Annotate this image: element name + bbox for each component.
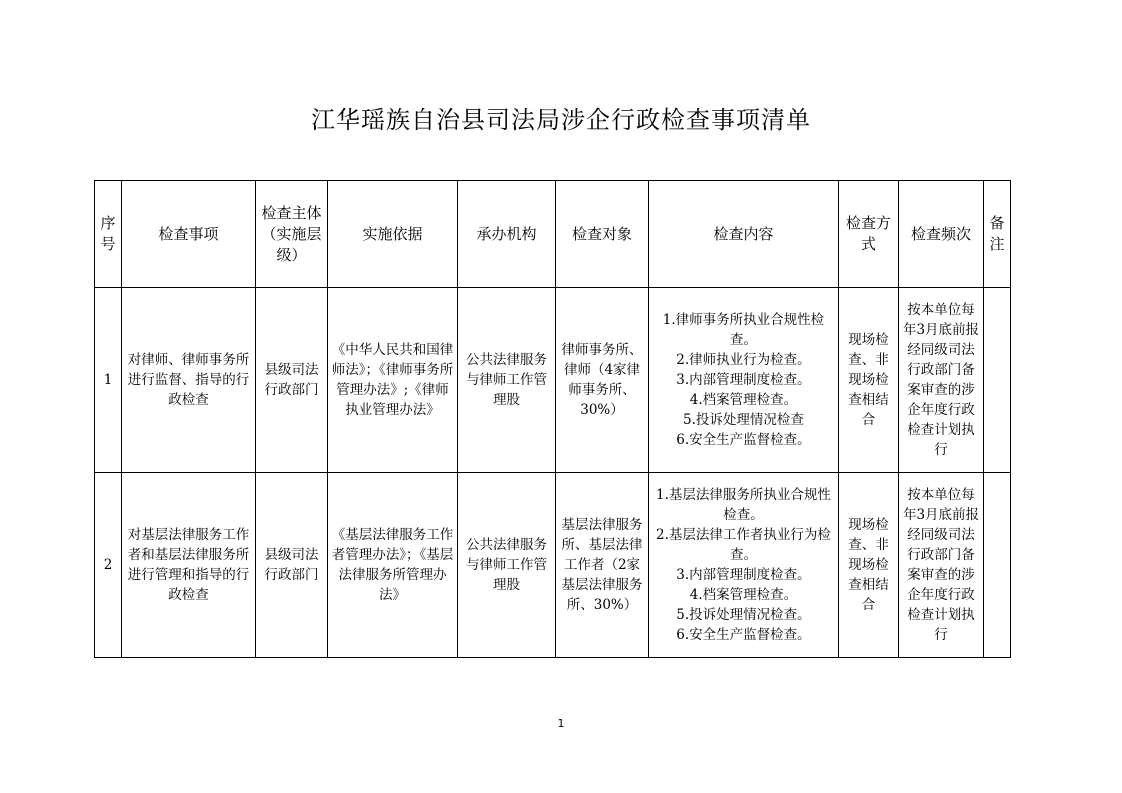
document-title: 江华瑶族自治县司法局涉企行政检查事项清单	[311, 106, 811, 134]
cell-basis: 《基层法律服务工作者管理办法》；《基层法律服务所管理办法》	[328, 473, 458, 658]
cell-remarks	[984, 288, 1011, 473]
content-item: 5.投诉处理情况检查	[683, 412, 804, 428]
cell-method: 现场检查、非现场检查相结合	[839, 288, 899, 473]
header-row	[95, 181, 1011, 288]
cell-seq: 2	[95, 473, 122, 658]
content-item: 3.内部管理制度检查。	[676, 567, 811, 583]
cell-basis: 《中华人民共和国律师法》；《律师事务所管理办法》;《律师执业管理办法》	[328, 288, 458, 473]
cell-frequency: 按本单位每年3月底前报经同级司法行政部门备案审查的涉企年度行政检查计划执行	[899, 473, 984, 658]
content-item: 5.投诉处理情况检查。	[676, 607, 811, 623]
content-item: 4.档案管理检查。	[689, 587, 798, 603]
cell-org: 公共法律服务与律师工作管理股	[458, 288, 556, 473]
header-subject: 检查主体（实施层级）	[256, 181, 328, 288]
header-seq: 序号	[95, 181, 122, 288]
header-frequency: 检查频次	[899, 181, 984, 288]
cell-target: 基层法律服务所、基层法律工作者（2家基层法律服务所、30%）	[556, 473, 649, 658]
content-item: 6.安全生产监督检查。	[676, 432, 811, 448]
content-item: 1.律师事务所执业合规性检查。	[662, 312, 825, 348]
cell-org: 公共法律服务与律师工作管理股	[458, 473, 556, 658]
header-remarks: 备注	[984, 181, 1011, 288]
cell-content	[649, 473, 839, 658]
cell-subject: 县级司法行政部门	[256, 473, 328, 658]
cell-item: 对基层法律服务工作者和基层法律服务所进行管理和指导的行政检查	[122, 473, 256, 658]
content-item: 2.律师执业行为检查。	[676, 352, 811, 368]
content-item: 1.基层法律服务所执业合规性检查。	[656, 487, 831, 523]
content-item: 6.安全生产监督检查。	[676, 627, 811, 643]
inspection-table	[94, 180, 1011, 658]
header-item: 检查事项	[122, 181, 256, 288]
content-item: 3.内部管理制度检查。	[676, 372, 811, 388]
header-org: 承办机构	[458, 181, 556, 288]
cell-method: 现场检查、非现场检查相结合	[839, 473, 899, 658]
page-number: 1	[557, 717, 565, 730]
header-method: 检查方式	[839, 181, 899, 288]
header-target: 检查对象	[556, 181, 649, 288]
cell-remarks	[984, 473, 1011, 658]
content-item: 2.基层法律工作者执业行为检查。	[656, 527, 831, 563]
cell-content	[649, 288, 839, 473]
cell-seq: 1	[95, 288, 122, 473]
content-item: 4.档案管理检查。	[689, 392, 798, 408]
cell-frequency: 按本单位每年3月底前报经同级司法行政部门备案审查的涉企年度行政检查计划执行	[899, 288, 984, 473]
table-row	[95, 288, 1011, 473]
header-basis: 实施依据	[328, 181, 458, 288]
cell-item: 对律师、律师事务所进行监督、指导的行政检查	[122, 288, 256, 473]
table-row	[95, 473, 1011, 658]
header-content: 检查内容	[649, 181, 839, 288]
cell-target: 律师事务所、律师（4家律师事务所、30%）	[556, 288, 649, 473]
cell-subject: 县级司法行政部门	[256, 288, 328, 473]
